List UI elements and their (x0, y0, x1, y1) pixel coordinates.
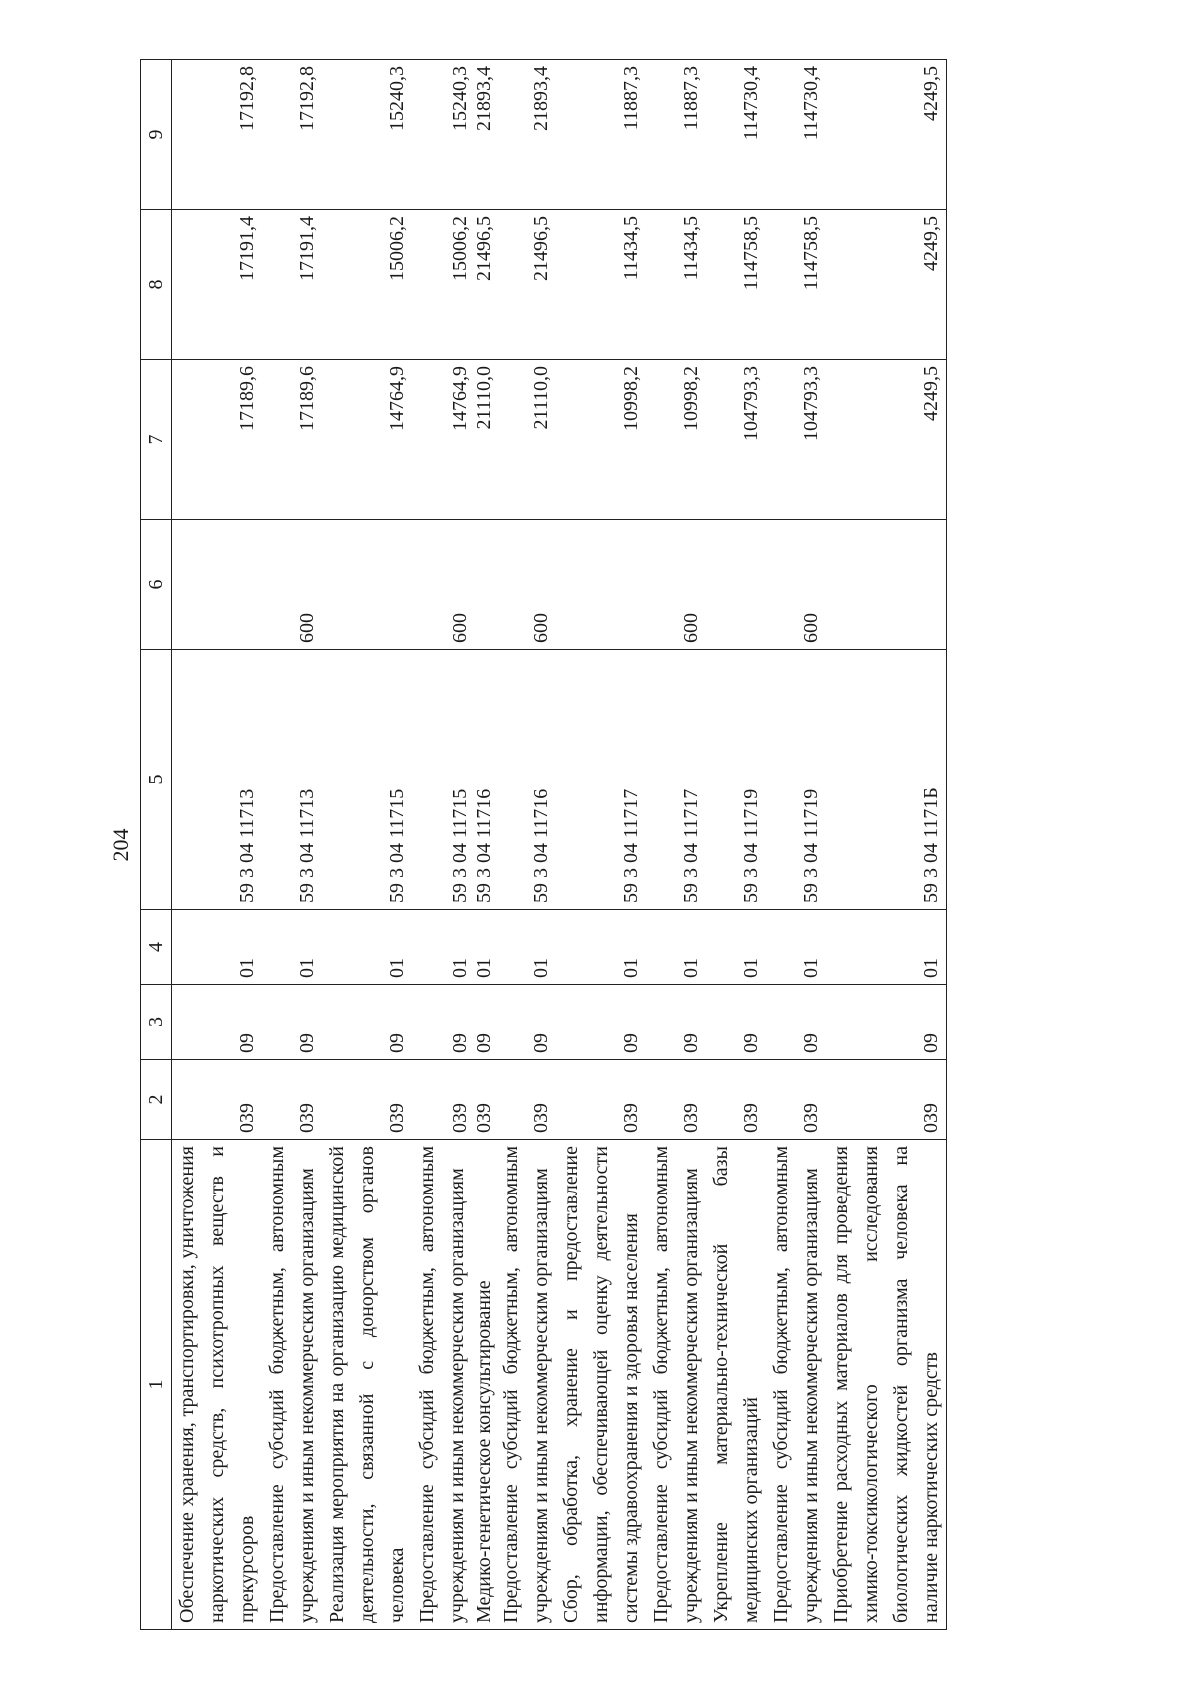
cell-amount-year3: 4249,5 (826, 60, 947, 210)
cell-section: 09 (262, 985, 322, 1060)
cell-subsection: 01 (706, 910, 766, 985)
cell-section: 09 (646, 985, 706, 1060)
row-name-text: Предоставление субсидий бюджетным, автономным учреждениям и иным некоммерческим организациям (416, 1146, 468, 1623)
cell-amount-year3: 114730,4 (766, 60, 826, 210)
row-name: Предоставление субсидий бюджетным, автономным учреждениям и иным некоммерческим организациям (766, 1140, 826, 1630)
table-row (556, 60, 646, 1630)
cell-target-article: 59 3 04 11719 (706, 650, 766, 910)
cell-admin-code: 039 (322, 1060, 412, 1140)
cell-expense-type: 600 (262, 520, 322, 650)
cell-expense-type: 600 (646, 520, 706, 650)
cell-subsection: 01 (496, 910, 556, 985)
row-name: Предоставление субсидий бюджетным, автономным учреждениям и иным некоммерческим организациям (496, 1140, 556, 1630)
cell-amount-year2: 11434,5 (556, 210, 646, 360)
cell-target-article: 59 3 04 11717 (646, 650, 706, 910)
cell-amount-year1: 21110,0 (496, 360, 556, 520)
row-name: Приобретение расходных материалов для проведения химико-токсикологического исследования биологических жидкостей организма человека на наличие наркотических средств (826, 1140, 947, 1630)
column-header: 5 (141, 650, 172, 910)
cell-section: 09 09 (412, 985, 496, 1060)
cell-section: 09 (322, 985, 412, 1060)
row-name: Предоставление субсидий бюджетным, автономным учреждениям и иным некоммерческим организациям (262, 1140, 322, 1630)
cell-section: 09 (826, 985, 947, 1060)
cell-target-article: 59 3 04 11719 (766, 650, 826, 910)
table-row (646, 60, 706, 1630)
budget-table (140, 59, 947, 1630)
cell-expense-type (556, 520, 646, 650)
column-header: 4 (141, 910, 172, 985)
cell-admin-code: 039 (262, 1060, 322, 1140)
table-row (172, 60, 263, 1630)
cell-section: 09 (172, 985, 263, 1060)
cell-amount-year1: 14764,9 (322, 360, 412, 520)
cell-target-article: 59 3 04 11713 (172, 650, 263, 910)
table-header-row (141, 60, 172, 1630)
cell-amount-year2: 15006,2 (322, 210, 412, 360)
cell-amount-year1: 10998,2 (556, 360, 646, 520)
cell-section: 09 (496, 985, 556, 1060)
cell-expense-type: 600 (412, 520, 496, 650)
cell-section: 09 (706, 985, 766, 1060)
cell-amount-year3: 21893,4 (496, 60, 556, 210)
cell-amount-year1: 104793,3 (706, 360, 766, 520)
cell-subsection: 01 (646, 910, 706, 985)
cell-amount-year1: 104793,3 (766, 360, 826, 520)
row-name: Реализация мероприятия на организацию медицинской деятельности, связанной с донорством органов человека (322, 1140, 412, 1630)
cell-amount-year2: 4249,5 (826, 210, 947, 360)
cell-admin-code: 039 (826, 1060, 947, 1140)
cell-amount-year3: 114730,4 (706, 60, 766, 210)
column-header: 1 (141, 1140, 172, 1630)
cell-amount-year1: 10998,2 (646, 360, 706, 520)
table-row (766, 60, 826, 1630)
cell-amount-year2: 15006,2 21496,5 (412, 210, 496, 360)
cell-subsection: 01 (262, 910, 322, 985)
cell-amount-year1: 4249,5 (826, 360, 947, 520)
cell-expense-type (172, 520, 263, 650)
cell-expense-type: 600 (766, 520, 826, 650)
cell-target-article: 59 3 04 11715 (322, 650, 412, 910)
column-header: 2 (141, 1060, 172, 1140)
cell-subsection: 01 (556, 910, 646, 985)
cell-subsection: 01 (322, 910, 412, 985)
table-row (706, 60, 766, 1630)
cell-amount-year3: 15240,3 21893,4 (412, 60, 496, 210)
cell-admin-code: 039 (706, 1060, 766, 1140)
cell-amount-year2: 114758,5 (766, 210, 826, 360)
cell-amount-year1: 17189,6 (262, 360, 322, 520)
cell-section: 09 (766, 985, 826, 1060)
column-header: 7 (141, 360, 172, 520)
cell-amount-year2: 11434,5 (646, 210, 706, 360)
cell-amount-year3: 17192,8 (172, 60, 263, 210)
cell-amount-year2: 21496,5 (496, 210, 556, 360)
cell-amount-year3: 11887,3 (556, 60, 646, 210)
row-name: Обеспечение хранения, транспортировки, уничтожения наркотических средств, психотропных веществ и прекурсоров (172, 1140, 263, 1630)
row-name: Предоставление субсидий бюджетным, автономным учреждениям и иным некоммерческим организациям (646, 1140, 706, 1630)
cell-subsection: 01 (766, 910, 826, 985)
cell-amount-year2: 17191,4 (172, 210, 263, 360)
cell-target-article: 59 3 04 11715 59 3 04 11716 (412, 650, 496, 910)
cell-admin-code: 039 (172, 1060, 263, 1140)
cell-expense-type (706, 520, 766, 650)
cell-subsection: 01 (172, 910, 263, 985)
table-row (826, 60, 947, 1630)
cell-admin-code: 039 (766, 1060, 826, 1140)
column-header: 9 (141, 60, 172, 210)
cell-section: 09 (556, 985, 646, 1060)
row-name: Укрепление материально-технической базы медицинских организаций (706, 1140, 766, 1630)
cell-amount-year1: 14764,9 21110,0 (412, 360, 496, 520)
table-row (262, 60, 322, 1630)
cell-amount-year3: 15240,3 (322, 60, 412, 210)
cell-admin-code: 039 (496, 1060, 556, 1140)
cell-expense-type (322, 520, 412, 650)
column-header: 3 (141, 985, 172, 1060)
cell-subsection: 01 01 (412, 910, 496, 985)
column-header: 8 (141, 210, 172, 360)
rotated-page (100, 60, 1200, 1630)
cell-target-article: 59 3 04 11717 (556, 650, 646, 910)
cell-admin-code: 039 039 (412, 1060, 496, 1140)
cell-admin-code: 039 (646, 1060, 706, 1140)
cell-expense-type (826, 520, 947, 650)
row-name: Сбор, обработка, хранение и предоставление информации, обеспечивающей оценку деятельности системы здравоохранения и здоровья населения (556, 1140, 646, 1630)
row-name-subitem: Медико-генетическое консультирование (473, 1280, 495, 1623)
row-name (412, 1140, 496, 1630)
cell-target-article: 59 3 04 11713 (262, 650, 322, 910)
table-row (322, 60, 412, 1630)
cell-admin-code: 039 (556, 1060, 646, 1140)
cell-amount-year2: 114758,5 (706, 210, 766, 360)
cell-amount-year1: 17189,6 (172, 360, 263, 520)
table-row (412, 60, 496, 1630)
column-header: 6 (141, 520, 172, 650)
cell-subsection: 01 (826, 910, 947, 985)
table-row (496, 60, 556, 1630)
cell-expense-type: 600 (496, 520, 556, 650)
cell-target-article: 59 3 04 11716 (496, 650, 556, 910)
cell-target-article: 59 3 04 1171Б (826, 650, 947, 910)
cell-amount-year2: 17191,4 (262, 210, 322, 360)
cell-amount-year3: 17192,8 (262, 60, 322, 210)
page-number: 204 (108, 828, 133, 862)
cell-amount-year3: 11887,3 (646, 60, 706, 210)
